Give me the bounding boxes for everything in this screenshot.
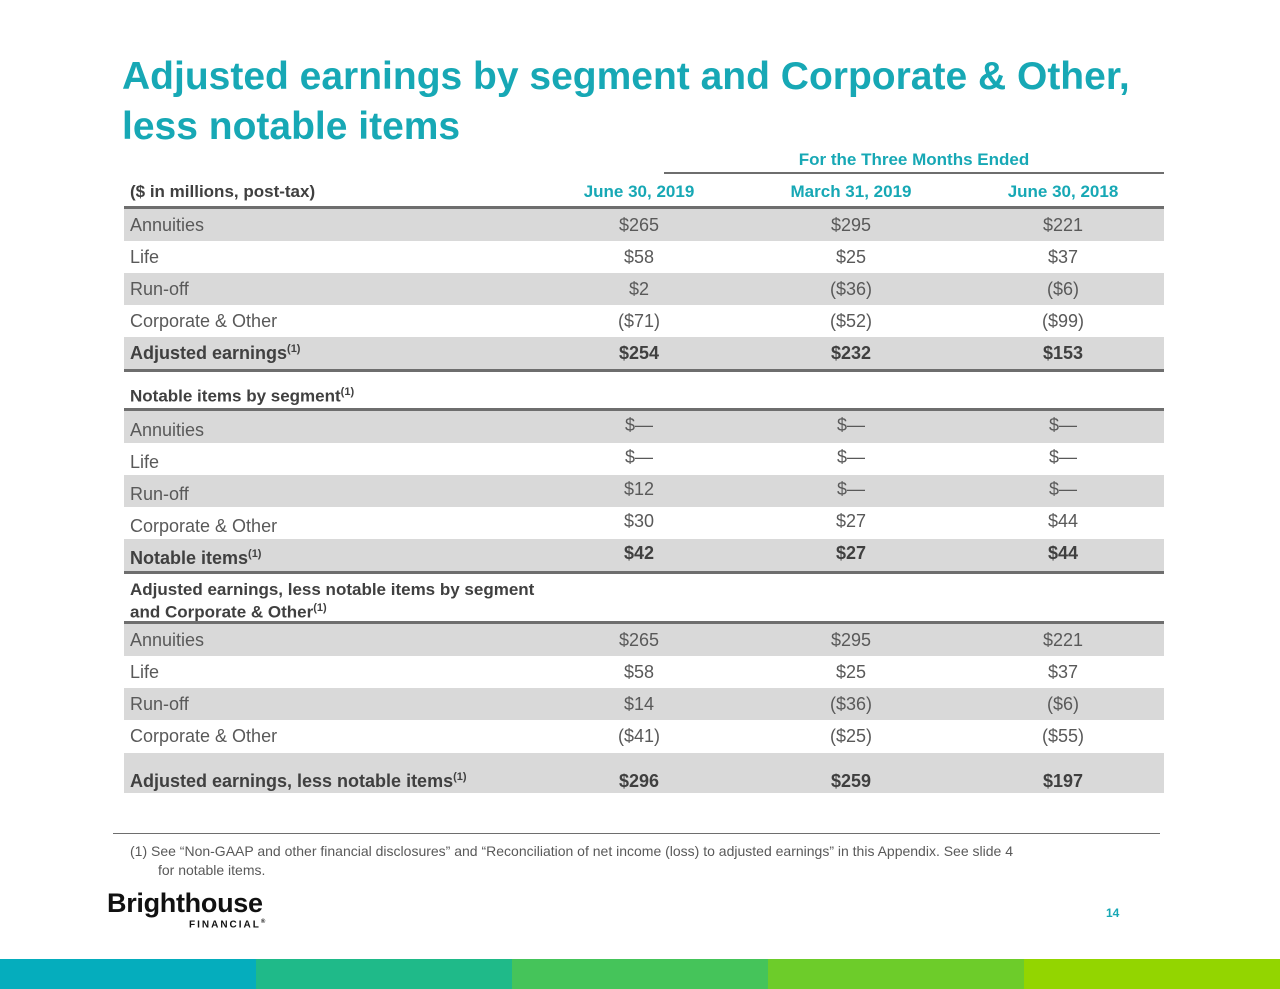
cell-value: $232 <box>830 343 872 363</box>
table-row <box>124 656 1164 688</box>
row-label: Life <box>130 662 160 682</box>
row-label: Life <box>130 247 160 267</box>
cell-value: $— <box>836 415 865 435</box>
column-header: June 30, 2019 <box>583 182 695 201</box>
color-bar-segment <box>0 959 256 989</box>
row-label: Annuities <box>130 215 205 235</box>
color-bar-segment <box>512 959 768 989</box>
row-label: Run-off <box>130 694 189 714</box>
row-label: Adjusted earnings, less notable items$^{(1)}$ <box>130 771 467 791</box>
cell-value: ($52) <box>829 311 873 331</box>
row-label: Corporate & Other <box>130 311 278 331</box>
table-row <box>124 411 1164 443</box>
cell-value: $25 <box>835 247 867 267</box>
cell-value: $44 <box>1047 511 1079 531</box>
cell-value: $37 <box>1047 662 1079 682</box>
table-row <box>124 305 1164 337</box>
cell-value: $— <box>1048 415 1077 435</box>
table-row <box>124 688 1164 720</box>
cell-value: $221 <box>1042 630 1084 650</box>
cell-value: $27 <box>835 511 867 531</box>
logo-subtitle: FINANCIAL® <box>189 919 268 931</box>
cell-value: $295 <box>830 215 872 235</box>
cell-value: $25 <box>835 662 867 682</box>
cell-value: ($41) <box>617 726 661 746</box>
cell-value: ($25) <box>829 726 873 746</box>
cell-value: $296 <box>618 771 660 791</box>
cell-value: $42 <box>623 543 655 563</box>
cell-value: ($71) <box>617 311 661 331</box>
title-line-2: less notable items <box>122 105 461 148</box>
row-label: Run-off <box>130 279 189 299</box>
cell-value: ($55) <box>1041 726 1085 746</box>
cell-value: $197 <box>1042 771 1084 791</box>
logo-wordmark: Brighthouse <box>107 888 263 918</box>
table-row <box>124 507 1164 539</box>
footnote-line-2: for notable items. <box>158 862 266 878</box>
period-header: For the Three Months Ended <box>664 150 1164 174</box>
table-row <box>124 443 1164 475</box>
cell-value: $37 <box>1047 247 1079 267</box>
footnote-ref: (1) <box>453 771 467 783</box>
footnote-ref: (1) <box>287 343 301 355</box>
footnote-divider <box>113 833 1160 834</box>
column-header: March 31, 2019 <box>790 182 912 201</box>
row-label: Corporate & Other <box>130 516 278 536</box>
column-header-row <box>124 176 1164 209</box>
color-bar-segment <box>256 959 512 989</box>
color-bar-segment <box>1024 959 1280 989</box>
page-title <box>122 52 1222 152</box>
cell-value: $30 <box>623 511 655 531</box>
cell-value: $— <box>836 447 865 467</box>
cell-value: $14 <box>623 694 655 714</box>
cell-value: $295 <box>830 630 872 650</box>
footnote-ref: (1) <box>313 602 327 614</box>
cell-value: $— <box>1048 447 1077 467</box>
footnote-ref: (1) <box>248 548 262 560</box>
cell-value: $12 <box>623 479 655 499</box>
brighthouse-logo <box>107 888 268 931</box>
title-line-1: Adjusted earnings by segment and Corporate & Other, <box>122 55 1130 98</box>
unit-label: ($ in millions, post-tax) <box>130 182 316 201</box>
cell-value: $— <box>836 479 865 499</box>
cell-value: $— <box>1048 479 1077 499</box>
column-header: June 30, 2018 <box>1007 182 1119 201</box>
cell-value: $221 <box>1042 215 1084 235</box>
page-number: 14 <box>1106 906 1120 920</box>
cell-value: $153 <box>1042 343 1084 363</box>
table-row <box>124 273 1164 305</box>
cell-value: $265 <box>618 215 660 235</box>
table-row <box>124 241 1164 273</box>
cell-value: $44 <box>1047 543 1079 563</box>
cell-value: $58 <box>623 662 655 682</box>
row-label: Run-off <box>130 484 189 504</box>
section-heading: Notable items by segment$^{(1)}$ <box>124 372 1164 411</box>
cell-value: $265 <box>618 630 660 650</box>
footnote <box>130 842 1170 880</box>
row-label: Annuities <box>130 630 205 650</box>
row-label: Notable items$^{(1)}$ <box>130 548 262 568</box>
total-row <box>124 753 1164 793</box>
footnote-ref: (1) <box>340 386 355 398</box>
cell-value: ($6) <box>1046 694 1079 714</box>
cell-value: ($6) <box>1046 279 1079 299</box>
cell-value: $27 <box>835 543 867 563</box>
cell-value: $58 <box>623 247 655 267</box>
color-bar-segment <box>768 959 1024 989</box>
table-row <box>124 720 1164 752</box>
cell-value: $— <box>624 447 653 467</box>
cell-value: ($36) <box>829 694 873 714</box>
section-heading: Adjusted earnings, less notable items by segment and Corporate & Other$^{(1)}$ <box>124 574 1164 624</box>
cell-value: ($36) <box>829 279 873 299</box>
row-label: Corporate & Other <box>130 726 278 746</box>
table-row <box>124 475 1164 507</box>
cell-value: $254 <box>618 343 660 363</box>
footnote-line-1: (1) See “Non-GAAP and other financial disclosures” and “Reconciliation of net income (loss) to adjusted earnings” in this Appendix. See slide 4 <box>130 843 1013 859</box>
total-row <box>124 539 1164 574</box>
cell-value: ($99) <box>1041 311 1085 331</box>
cell-value: $2 <box>628 279 650 299</box>
row-label: Life <box>130 452 160 472</box>
cell-value: $— <box>624 415 653 435</box>
row-label: Annuities <box>130 420 205 440</box>
table-row <box>124 209 1164 241</box>
table-row <box>124 624 1164 656</box>
row-label: Adjusted earnings$^{(1)}$ <box>130 343 301 363</box>
total-row <box>124 337 1164 372</box>
cell-value: $259 <box>830 771 872 791</box>
